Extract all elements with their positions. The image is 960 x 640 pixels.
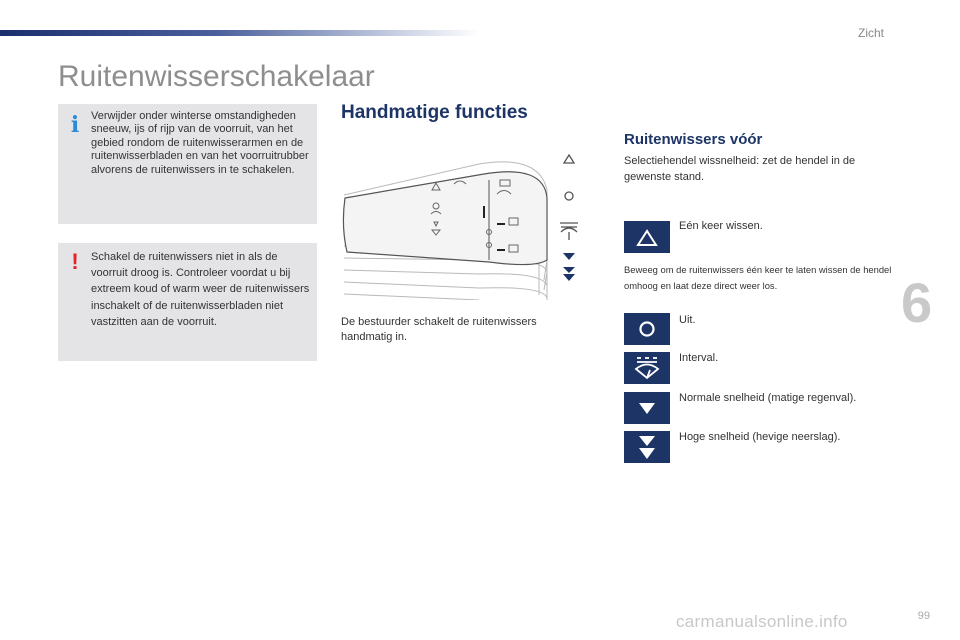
position-label-interval: Interval. xyxy=(679,352,719,364)
interval-icon xyxy=(624,352,670,384)
manual-caption: De bestuurder schakelt de ruitenwissers handmatig in. xyxy=(341,316,537,343)
page-number: 99 xyxy=(917,610,930,622)
single-wipe-icon xyxy=(624,221,670,253)
warning-icon: ! xyxy=(71,249,79,274)
page-title: Ruitenwisserschakelaar xyxy=(58,60,375,93)
section-label: Zicht xyxy=(857,26,884,40)
position-label-high: Hoge snelheid (hevige neerslag). xyxy=(679,431,841,443)
off-icon xyxy=(624,313,670,345)
single-wipe-note: Beweeg om de ruitenwissers één keer te laten wissen de hendel omhoog en laat deze direct weer los. xyxy=(624,264,892,291)
warning-note-text: Schakel de ruitenwissers niet in als de voorruit droog is. Controleer voordat u bij extreem koud of warm weer de ruitenwissers inschakelt of de ruitenwisserbladen niet vastzitten aan de voorruit. xyxy=(91,251,310,328)
info-note-text: Verwijder onder winterse omstandigheden sneeuw, ijs of rijp van de voorruit, van het gebied rondom de ruitenwisserarmen en de ruitenwisserbladen en van het voorruitrubber alvorens de ruitenwissers in te schakelen. xyxy=(91,110,309,176)
position-label-off: Uit. xyxy=(679,314,696,326)
high-speed-icon xyxy=(624,431,670,463)
single-wipe-label: Eén keer wissen. xyxy=(679,220,763,232)
wiper-stalk-illustration xyxy=(339,150,591,300)
info-icon: i xyxy=(70,112,80,138)
position-label-normal: Normale snelheid (matige regenval). xyxy=(679,392,857,404)
front-wipers-heading: Ruitenwissers vóór xyxy=(624,131,763,148)
info-note xyxy=(58,104,317,224)
chapter-number: 6 xyxy=(901,271,933,334)
front-wipers-intro: Selectiehendel wissnelheid: zet de hendel in de gewenste stand. xyxy=(624,155,856,183)
manual-functions-heading: Handmatige functies xyxy=(341,102,528,123)
header-accent-bar xyxy=(0,30,480,36)
warning-note xyxy=(58,243,317,361)
watermark: carmanualsonline.info xyxy=(676,612,848,631)
normal-speed-icon xyxy=(624,392,670,424)
